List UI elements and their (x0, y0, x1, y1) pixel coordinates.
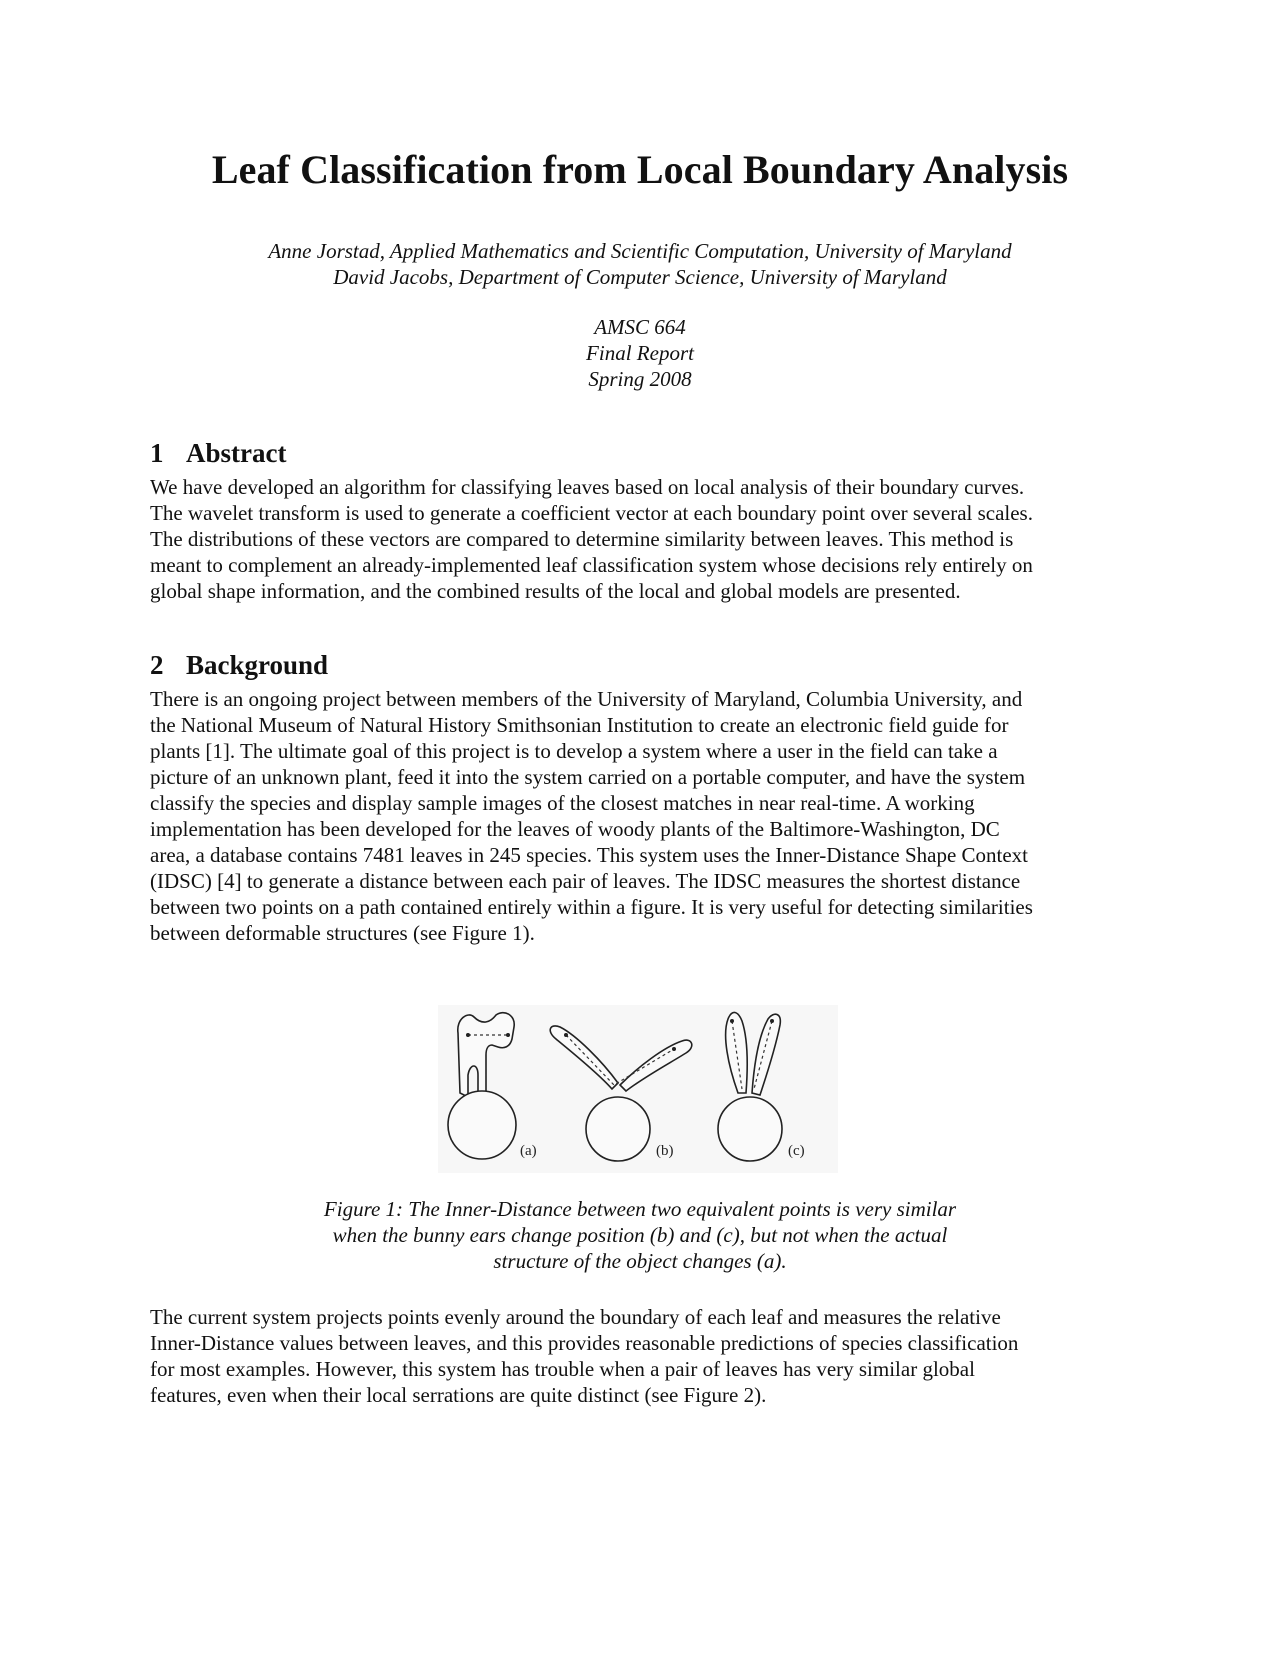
bunny-a-head (448, 1091, 516, 1159)
inner-distance-point (466, 1033, 470, 1037)
closing-paragraph (150, 1304, 1145, 1408)
caption-line: Figure 1: The Inner-Distance between two equivalent points is very similar (323, 1197, 957, 1221)
section-title: Background (186, 650, 329, 680)
text-line: The current system projects points evenly around the boundary of each leaf and measures the relative (150, 1305, 1001, 1329)
inner-distance-point (506, 1033, 510, 1037)
text-line: (IDSC) [4] to generate a distance between each pair of leaves. The IDSC measures the shortest distance (150, 869, 1021, 893)
text-line: There is an ongoing project between members of the University of Maryland, Columbia University, and (150, 687, 1023, 711)
course-code: AMSC 664 (594, 315, 686, 339)
text-line: The distributions of these vectors are compared to determine similarity between leaves. This method is (150, 527, 1014, 551)
panel-label-a: (a) (520, 1143, 537, 1159)
text-line: between two points on a path contained entirely within a figure. It is very useful for detecting similarities (150, 895, 1033, 919)
figure-1-caption (0, 1196, 1280, 1274)
section-title: Abstract (186, 438, 287, 468)
text-line: global shape information, and the combined results of the local and global models are presented. (150, 579, 961, 603)
figure-1 (438, 1005, 838, 1173)
caption-line: when the bunny ears change position (b) and (c), but not when the actual (332, 1223, 948, 1247)
figure-1-illustration (438, 1005, 838, 1173)
text-line: Inner-Distance values between leaves, and this provides reasonable predictions of species classification (150, 1331, 1019, 1355)
inner-distance-point (730, 1019, 734, 1023)
caption-line: structure of the object changes (a). (493, 1249, 787, 1273)
section-heading-background (150, 650, 328, 681)
report-term: Spring 2008 (588, 367, 692, 391)
report-type: Final Report (586, 341, 694, 365)
text-line: plants [1]. The ultimate goal of this project is to develop a system where a user in the field can take a (150, 739, 998, 763)
text-line: classify the species and display sample images of the closest matches in near real-time. A working (150, 791, 975, 815)
author-line: David Jacobs, Department of Computer Science, University of Maryland (333, 265, 947, 289)
text-line: meant to complement an already-implemented leaf classification system whose decisions rely entirely on (150, 553, 1033, 577)
text-line: between deformable structures (see Figure 1). (150, 921, 535, 945)
text-line: We have developed an algorithm for classifying leaves based on local analysis of their boundary curves. (150, 475, 1025, 499)
course-block (0, 314, 1280, 392)
text-line: features, even when their local serrations are quite distinct (see Figure 2). (150, 1383, 767, 1407)
text-line: picture of an unknown plant, feed it into the system carried on a portable computer, and have the system (150, 765, 1026, 789)
author-line: Anne Jorstad, Applied Mathematics and Scientific Computation, University of Maryland (268, 239, 1012, 263)
section-number: 1 (150, 438, 164, 468)
text-line: area, a database contains 7481 leaves in 245 species. This system uses the Inner-Distance Shape Context (150, 843, 1029, 867)
section-number: 2 (150, 650, 164, 680)
panel-label-c: (c) (788, 1143, 805, 1159)
text-line: for most examples. However, this system has trouble when a pair of leaves has very similar global (150, 1357, 975, 1381)
bunny-c-head (718, 1097, 782, 1161)
inner-distance-point (672, 1047, 676, 1051)
section-heading-abstract (150, 438, 286, 469)
author-block (0, 238, 1280, 290)
text-line: The wavelet transform is used to generate a coefficient vector at each boundary point over several scales. (150, 501, 1033, 525)
background-paragraph (150, 686, 1145, 946)
text-line: implementation has been developed for the leaves of woody plants of the Baltimore-Washington, DC (150, 817, 1000, 841)
inner-distance-point (770, 1019, 774, 1023)
bunny-b-head (586, 1097, 650, 1161)
panel-label-b: (b) (656, 1143, 674, 1159)
text-line: the National Museum of Natural History Smithsonian Institution to create an electronic field guide for (150, 713, 1009, 737)
paper-title: Leaf Classification from Local Boundary Analysis (211, 147, 1069, 192)
abstract-paragraph (150, 474, 1145, 604)
inner-distance-point (564, 1033, 568, 1037)
